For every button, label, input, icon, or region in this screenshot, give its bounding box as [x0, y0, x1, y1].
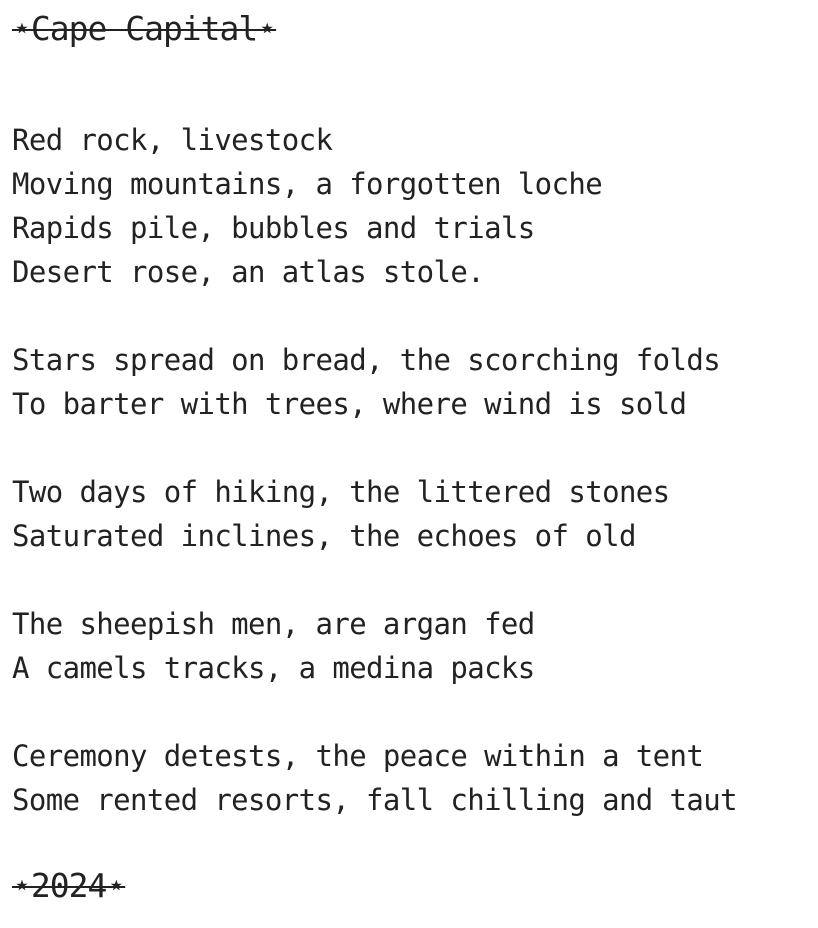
poem-line: Desert rose, an atlas stole. — [12, 255, 485, 289]
poem-line: Rapids pile, bubbles and trials — [12, 211, 535, 245]
stanza — [12, 118, 737, 294]
poem-line: Two days of hiking, the littered stones — [12, 475, 670, 509]
stanza — [12, 734, 737, 822]
poem-line: Ceremony detests, the peace within a tent — [12, 739, 704, 773]
stanza — [12, 602, 737, 690]
poem-footer-year: ⋆2024⋆ — [12, 866, 126, 905]
stanza — [12, 338, 737, 426]
poem-line: Some rented resorts, fall chilling and taut — [12, 783, 737, 817]
poem-line: Saturated inclines, the echoes of old — [12, 519, 636, 553]
stanza — [12, 470, 737, 558]
poem-line: Red rock, livestock — [12, 123, 333, 157]
poem-body — [12, 118, 737, 866]
poem-line: The sheepish men, are argan fed — [12, 607, 535, 641]
poem-title: ⋆Cape Capital⋆ — [12, 9, 277, 48]
poem-line: To barter with trees, where wind is sold — [12, 387, 687, 421]
poem-line: A camels tracks, a medina packs — [12, 651, 535, 685]
poem-line: Stars spread on bread, the scorching folds — [12, 343, 721, 377]
poem-line: Moving mountains, a forgotten loche — [12, 167, 603, 201]
